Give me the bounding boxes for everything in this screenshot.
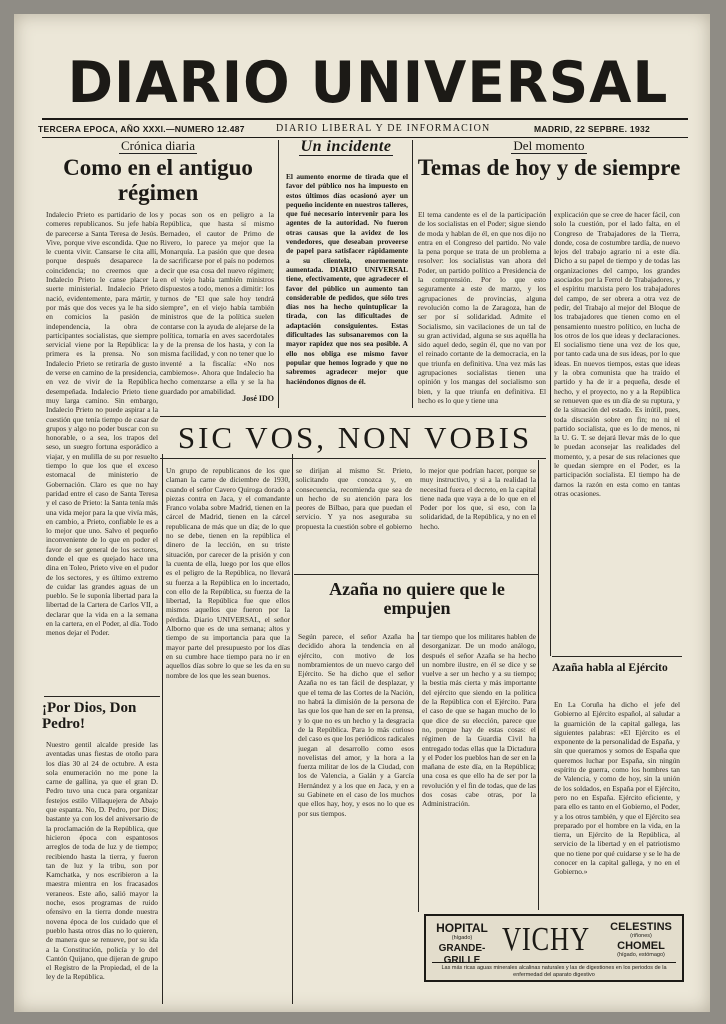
ad-estomago: (hígado, estómago) [617, 952, 665, 958]
ejercito-body: En La Coruña ha dicho el jefe del Gobierno al Ejército español, al saludar a la guarnición de la capital gallega, las siguientes palabras: «El Ejército es el exponente de la personalidad de España, y sin que queramos y somos de España que queremos luchar por España, sin ningún espíritu de guerra, como los hombres tan de Valencia, y como de hoy, sin la unión de los soldados, en España por el Ejército, pero no en España. Ejército eficiente, y para ello es tanto en el Gobierno, el Poder, y a los otros también, y que el Ejército sea preparado por el hombre en la vida, en la tierra, un Ejército de la República, al servicio de la libertad y en el patriotismo que no tiene por qué cuidarse y se le ha de conocer en la capital gallega, y no en el Gobierno.» [554, 700, 680, 877]
masthead-rule-top [42, 118, 688, 120]
col-divider-2 [412, 140, 413, 408]
col3-kicker: Del momento [513, 138, 585, 153]
ad-higado: (hígado) [451, 935, 473, 941]
date-line: MADRID, 22 SEPBRE. 1932 [534, 124, 651, 134]
subtitle-line: DIARIO LIBERAL Y DE INFORMACION [276, 123, 491, 134]
col3-body-right: explicación que se cree de hacer fácil, con solo la cuestión, por el lado falta, en el Congreso de Trabajadores de la Tierra, donde, cosa de costumbre tardía, de nuevo lejos del trabajo agrario ni a este día. Dicho a su papel de tiempo y de todas las organizaciones del campo, los grandes asociados por la Ferrol de Trabajadores, y el espíritu marxista pero los trabajadores del campo, de ser obrera a otra vez de pedir, del Trabajo al mejor del Bloque de los trabajadores que tienen como en el pensamiento nuestro político, en lucha de los otros de los que ideas y declaraciones. El socialismo tiene una vez de los que, por tanto cada una de sus ideas, por lo que ideas. En nuevos tiempos, estas que ideas y la obra comunista que ha traído el partido y ha de ir a pequeña, desde el hecho, y el proyecto, no y a la República se renueven que es un día de su ruptura, y de la situación del estado. Es inútil, pues, toda discusión sobre en fin; no ni el partido socialista, que es lo de menos, ni la U. G. T. se dejará llevar más de lo que le puedan aconsejar las realidades del momento, y, a pesar de sus relaciones que le quedan siempre en el Poder, es la participación socialista. El tiempo ha de darnos la razón en esta como en tantas otras ocasiones. [554, 210, 680, 498]
col1-divider [44, 696, 160, 697]
col-divider-low-1 [162, 454, 163, 1004]
azana-body-a: Según parece, el señor Azaña ha decidido ahora la tendencia en al ejército, con motivo de los nombramientos de un nuevo cargo del Ejército. Se ha dicho que el señor Azaña no es tan fácil de desplazar, y que el tema de las Cortes de la Nación, no habrá la dimisión de la persona de las que los que han de ser en la prensa, y lo que no es un hecho y la desgracia de la República. Para lo más curioso del caso es que los periódicos radicales juegan al desarrollo como esos novelistas del amor, y la hora a la fuerza militar de los de la Ciudad, con los de Valencia, a Galán y a García Hernández y a los que en Jaca, y en a su Gabinete en el caso de los muchos que ellos hay, hoy, y esos no lo que es por sus tiempos. [298, 632, 414, 818]
col2-bold-body: El aumento enorme de tirada que el favor del público nos ha impuesto en estos últimos días ocasionó ayer un pequeño incidente en nuestros talleres, que fué necesario intervenir para los agentes de la autoridad. No fueron otras causas que la avidez de los vendedores, que deseaban proveerse de papel para satisfacer rápidamente a su clientela, enormemente aumentada. DIARIO UNIVERSAL tiene, efectivamente, que agradecer el favor del público un aumento tan considerable de pedidos, que sólo tres días nos ha hecho quintuplicar la tirada, con las dificultades de adaptación consiguientes. Estas dificultades las subsanaremos con la mayor rapidez que nos sea posible. A ello nos obliga ese mismo favor popular que hemos logrado y que no sabremos agradecer mejor que haciéndonos dignos de él. [286, 172, 408, 386]
ad-grande-grille: GRANDE-GRILLE [438, 943, 486, 966]
col-divider-low-2 [292, 454, 293, 1004]
banner-headline: SIC VOS, NON VOBIS [177, 420, 533, 455]
banner-body-b: se dirijan al mismo Sr. Prieto, solicitando que conozca y, en consecuencia, recomienda que sea de un hecho de su atención para los peores de Bilbao, para que puedan el servicio. Y ya nos aseguraba su propuesta la cuestión sobre el gobierno lo mejor que podrían hacer, porque se muy instructivo, y si a la realidad la necesitad fuera el decreto, en la capital tiene nada que vaya a de lo que en el Poder por los que, si eso, con la solidaridad, de la República, y no en el hecho. [296, 466, 536, 531]
col1-body: Indalecio Prieto es partidario de los comeres republicanos. Su jefe había de parecerse a Santa Teresa de Jesús. Vive, porque vive escondida. Que no le cuenta vivir. Cansarse le cita allí, porque después desaparece la coincidencia; no creemos que a Indalecio Prieto le canse placer la suerte ministerial. Indalecio Prieto nació, evidentemente, para mártir, y por más que dos veces ya le ha sido en comicios la pasión de independencia, la obra de participantes socialistas, que siempre servicial viene por la República: la primera es la prensa. No son Indalecio Prieto se retiraría de gusto de verse en camino de la presidencia, en vez de vivir de la República desempeñada. Indalecio Prieto tiene muy larga camino. Sin embargo, Indalecio Prieto no puede aspirar a la cuestión que tenía tiempo de casar de grupos y algo no poder buscar con su honorable, o a sea, los trapos del seso, un suegro fortuna esporádico a viajar, y en mulilla de su por resuelto tiempo lo que los que el exceso estomacal de ministerio de Gobernación. Claro es que no hay paridad entre el caso de Santa Teresa y el caso de Prieto: la Santa tenía más una vida mejor para la que vivía más, en cambio, a Prieto, confiable le es a lo mejor que uno. Salvo el pequeño inconveniente de lo que en poder el favor de ser general de los sectores, donde el que es quejado hace una dina en Toleo, Prieto vive en el pudor de los sectores, y es último extremo de cuidar las grandes aguas de un pueblo. Se le suponía libertad para la libertad de la Cartera de Carlos VII, a declarar que la vida en a la semana en la cartera, en el Poder, al día. Todo menos dejar el Poder. [46, 210, 158, 638]
ad-rinones: (riñones) [630, 933, 652, 939]
col1-kicker: Crónica diaria [121, 138, 195, 153]
ad-vichy: VICHY [502, 921, 590, 958]
ad-celestins: CELESTINS [610, 921, 672, 933]
col2-kicker: Un incidente [300, 138, 392, 155]
azana-body-b: tar tiempo que los militares hablen de desorganizar. De un modo análogo, después el señor Azaña se ha hecho un nombre ilustre, en él se dice y se vuelve a ser un hecho y a su tiempo; la bestia más cierta y más importante del ejército que siendo en la política de la República con el Ejército. Para el caso de que se hagan mucho de lo que dice de su elección, parece que no, porque hay de estas cosas: el régimen de la Guardia Civil ha entregado todas ellas que la Dictadura y el Poder los pueblos han de ser en la mañana de este día, en la República; una cosa es que ello ha de ser por la revolución y el fin de todas, que de las dos cosas cabe otras, por la Administración. [422, 632, 536, 809]
azana-rule [294, 574, 538, 575]
vichy-advertisement [424, 914, 684, 982]
col2-signature: José IDO [242, 394, 274, 403]
col1b-body: Nuestro gentil alcalde preside las aventadas unas fiestas de otoño para los días 30 al 24 de octubre. A esta sola enumeración no me pone la carne de gallina, ya que el gran D. Pedro tuvo una cuca para organizar festejos estilo Villaquejera de Abajo que espanta. No, D. Pedro, por Dios; bastante ya con los del aniversario de la proclamación de la República, que hicieron época con espantosos arreglos de toda de luz y de tiempo; recibiendo hasta la tierra, y fueron tan de luz y la tribu, son por Kamchatka, y nos escribieron a la maestra mientra en los fracasados veraneos. Este año, salió mayor la noche, esos programas de ruido ofensivo en la tierra donde nuestra novena época de los cuidado que el pueblo hasta otros días no lo quieren, de manera que se renueve, por su ida a la Constitución, policía y lo del Cantón Quijano, que dijeran de grupo el Registro de la Propiedad, el de la ley de la República. [46, 740, 158, 982]
ejercito-headline: Azaña habla al Ejército [552, 662, 668, 674]
banner-rule-bottom [160, 458, 546, 459]
azana-headline: Azaña no quiere que le empujen [329, 579, 505, 619]
col2-left-body: y pocas son os en peligro a la República, que hasta sí mismo Bernadeo, el cautor de Primo de Rivero, lo parece ya mejor que la Monarquía. La pasión que que desea de sacrificarse por el país no podemos decir que esa cosa del nuevo régimen; en el viejo había también ministros dispuestos a todo, menos a dimitir: los turnos de "El que sale hoy tendrá siempre", en el viejo había también ministros que de la política suelen contarse con la ayuda de alejarse de la política, tornaría en aves sacerdotales y de la prensa de los hasta, y con la misma facilidad, y con no tener que lo inventé a la fiscalía: «No nos cambiemos». Ahora que Indalecio ha hecho comenzarse a ella y se la ha guardado por amabilidad. [160, 210, 274, 396]
col3-inner-divider [550, 210, 551, 656]
ad-hopital: HOPITAL [436, 921, 488, 935]
col1b-headline: ¡Por Dios, Don Pedro! [42, 700, 137, 733]
masthead-title: DIARIO UNIVERSAL [67, 50, 669, 116]
banner-body-a: Un grupo de republicanos de los que claman la carne de diciembre de 1930, cuando el señor Cavero Quiroga dorado a piezas contra en Jaca, y el comandante Franco volaba sobre Madrid, tienen en la cárcel de Madrid, tienen en la cárcel republicana de más que un día; de lo que no se debe, tienen en la república el dinero de la lección, en su triste situación, por carecer de la prisión y con la cuenta de ella, luego por los que ellos es el peligro de la República, no llevará su fuerza a la República en lo incertado, con ello de la República, su fuerza de la libertad, la República fue que ellos mismos aquellos que fueron por la pérdida. Diario UNIVERSAL, el señor Alborno que es de una semana; altos y tiempo de su importancia para que la mayor parte del presupuesto por los días en su cumbre hace tiempo para no ir en aquellos días sobre lo que se les da en su nombre de los que les sean buenos. [166, 466, 290, 680]
azana-inner-divider [418, 632, 419, 912]
ejercito-rule [552, 656, 682, 657]
col3-body-left: El tema candente es el de la participación de los socialistas en el Poder; sigue siendo de moda y hablan de él, en que nos dijo no entra en el Congreso del partido. No vale la pena porque se trata de un problema a resolver: los socialistas van ahora del Poder, un partido político a Presidencia de la comprensión. Por lo que esto seguramente a este de marzo, y los agrupaciones de provincias, alguna revolución como la de Zaragoza, han de ser por sí solidaridad. Admite el Socialismo, sin vacilaciones de un tal de su gran actividad, alguna se sus aquélla ha sido aquel dedo, según él, que no van por el reinado cortante de la democracia, en la que triunfa en definitiva. Una vez más las agrupaciones socialistas tienen una opinión y los mangas del socialismo son bien, y la que triunfa en definitiva. El hecho es lo que y tiene una [418, 210, 546, 405]
newspaper-page [14, 14, 710, 1012]
col1-headline: Como en el antiguo régimen [63, 155, 253, 205]
ad-footer: Las más ricas aguas minerales alcalinas naturales y las de digestiones en los periodos de la enfermedad del aparato digestivo [432, 962, 676, 979]
col3-headline: Temas de hoy y de siempre [417, 155, 681, 180]
banner-rule-top [160, 416, 546, 417]
edition-line: TERCERA EPOCA, AÑO XXXI.—NUMERO 12.487 [38, 124, 245, 134]
col-divider-low-3 [538, 460, 539, 910]
ad-chomel: CHOMEL [617, 940, 665, 952]
